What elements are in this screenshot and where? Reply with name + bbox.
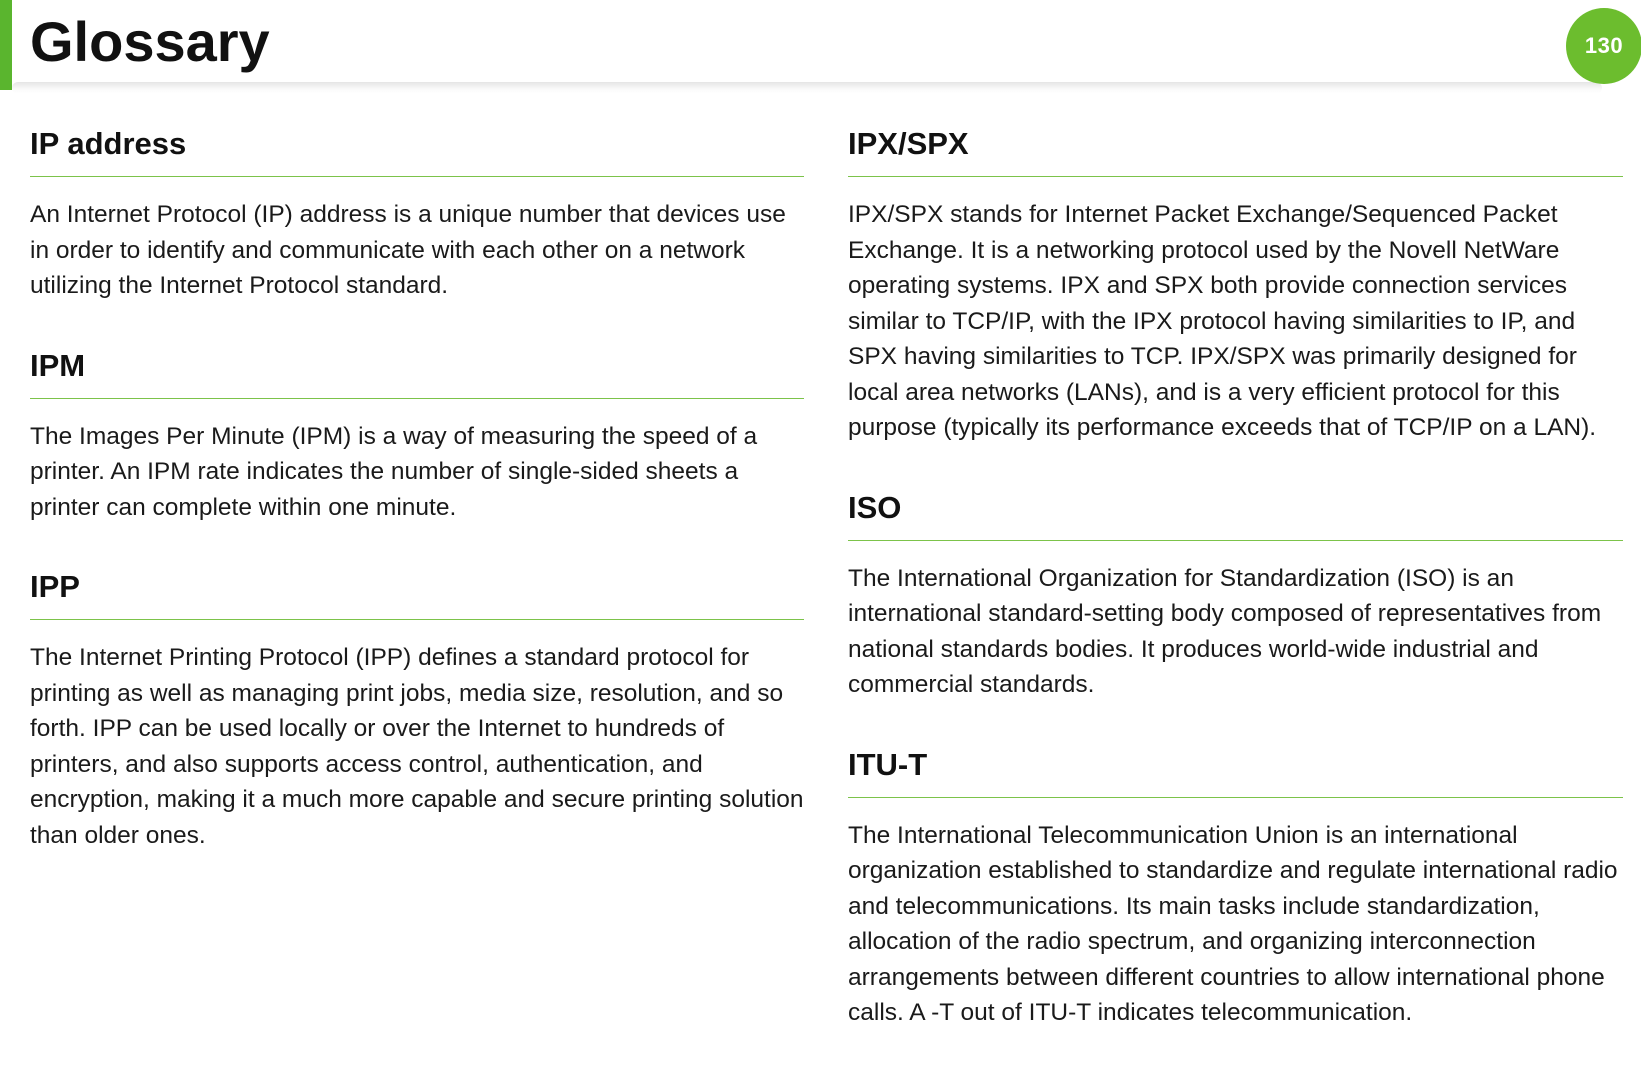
- term-heading: IPX/SPX: [848, 120, 1623, 177]
- header-divider: [12, 82, 1602, 94]
- glossary-entry-ip-address: [30, 120, 804, 304]
- term-definition: IPX/SPX stands for Internet Packet Exchange/Sequenced Packet Exchange. It is a networking protocol used by the Novell NetWare operating systems. IPX and SPX both provide connection services similar to TCP/IP, with the IPX protocol having similarities to IP, and SPX having similarities to TCP. IPX/SPX was primarily designed for local area networks (LANs), and is a very efficient protocol for this purpose (typically its performance exceeds that of TCP/IP on a LAN).: [848, 201, 1597, 441]
- glossary-entry-itu-t: [848, 741, 1623, 1031]
- term-heading: IP address: [30, 120, 804, 177]
- term-heading: IPP: [30, 563, 804, 620]
- term-definition: An Internet Protocol (IP) address is a unique number that devices use in order to identify and communicate with each other on a network utilizing the Internet Protocol standard.: [30, 201, 786, 299]
- term-heading: IPM: [30, 342, 804, 399]
- glossary-entry-ipm: [30, 342, 804, 526]
- header-accent-bar: [0, 0, 12, 90]
- glossary-entry-iso: [848, 484, 1623, 703]
- term-definition: The International Telecommunication Union is an international organization established to standardize and regulate international radio and telecommunications. Its main tasks include standardization, allocation of the radio spectrum, and organizing interconnection arrangements between different countries to allow international phone calls. A -T out of ITU-T indicates telecommunication.: [848, 821, 1618, 1026]
- term-definition: The Internet Printing Protocol (IPP) defines a standard protocol for printing as well as managing print jobs, media size, resolution, and so forth. IPP can be used locally or over the Internet to hundreds of printers, and also supports access control, authentication, and encryption, making it a much more capable and secure printing solution than older ones.: [30, 644, 804, 849]
- glossary-entry-ipp: [30, 563, 804, 853]
- term-definition: The International Organization for Standardization (ISO) is an international standard-setting body composed of representatives from national standards bodies. It produces world-wide industrial and commercial standards.: [848, 564, 1602, 698]
- term-definition: The Images Per Minute (IPM) is a way of measuring the speed of a printer. An IPM rate indicates the number of single-sided sheets a printer can complete within one minute.: [30, 422, 758, 521]
- term-heading: ITU-T: [848, 741, 1623, 798]
- glossary-entry-ipx-spx: [848, 120, 1623, 446]
- right-column: [848, 120, 1623, 1031]
- page-number-badge: 130: [1566, 8, 1641, 84]
- term-heading: ISO: [848, 484, 1623, 541]
- page-title: Glossary: [30, 10, 270, 73]
- left-column: [30, 120, 804, 853]
